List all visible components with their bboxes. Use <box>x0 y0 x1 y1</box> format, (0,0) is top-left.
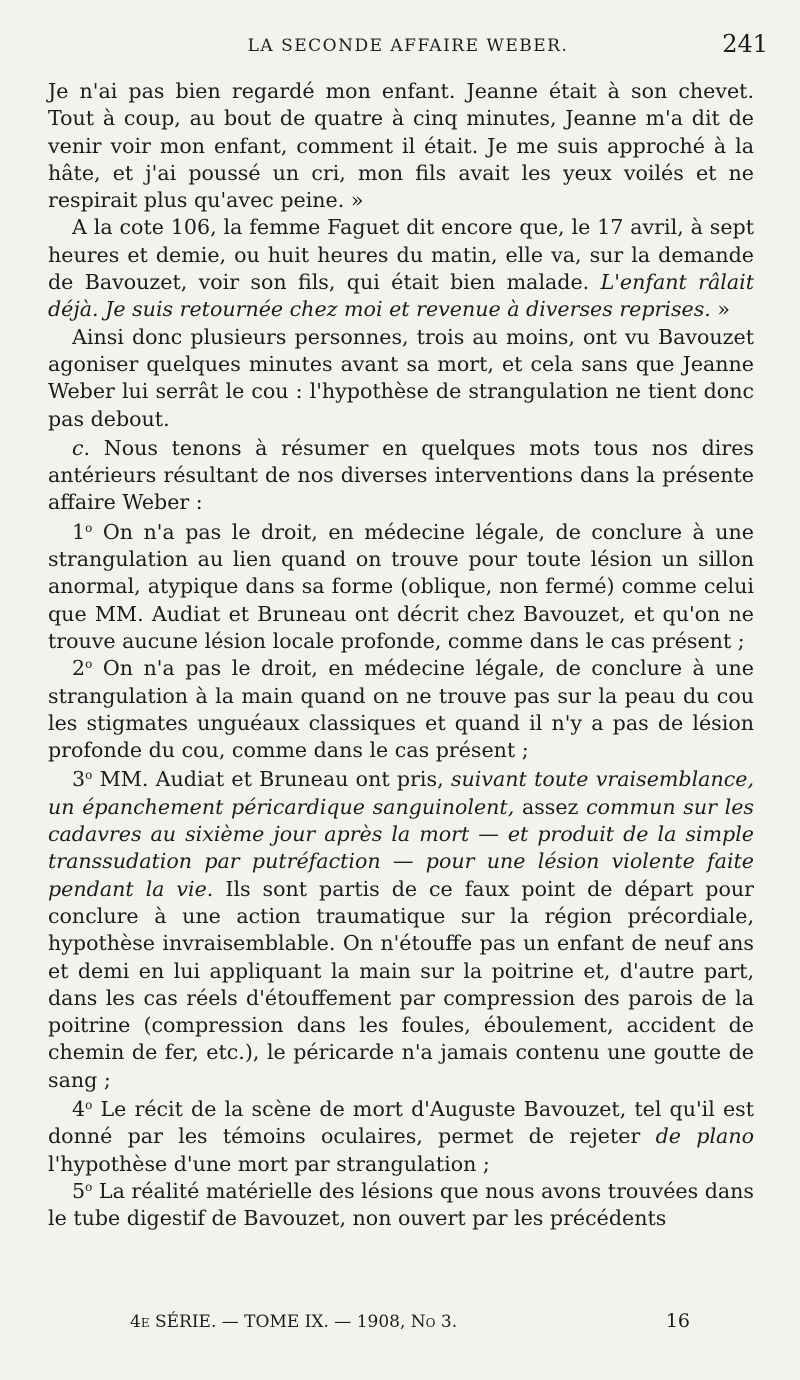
list-item-5-number: 5 <box>72 1178 86 1203</box>
page-number: 241 <box>722 30 768 58</box>
paragraph-4-label: c. <box>72 435 91 460</box>
list-item-5-ordinal: o <box>85 1179 93 1194</box>
list-item-2 <box>48 655 754 764</box>
paragraph-2-text: A la cote 106, la femme Faguet dit encore que, le 17 avril, à sept heures et demie, ou huit heures du matin, elle va, sur la demande de Bavouzet, voir son fils, qui était bien malade. <box>48 215 754 295</box>
list-item-4-italic: de plano <box>655 1124 754 1149</box>
page-footer <box>130 1310 690 1340</box>
paragraph-1-text: Je n'ai pas bien regardé mon enfant. Jeanne était à son chevet. Tout à coup, au bout de quatre à cinq minutes, Jeanne m'a dit de venir voir mon enfant, comment il était. Je me suis approché à la hâte, et j'ai poussé un cri, mon fils avait les yeux voilés et ne respirait plus qu'avec peine. » <box>48 79 754 213</box>
list-item-2-number: 2 <box>72 656 86 681</box>
paragraph-2-end: » <box>710 297 731 322</box>
list-item-4-text-a: Le récit de la scène de mort d'Auguste Bavouzet, tel qu'il est donné par les témoins oculaires, permet de rejeter <box>48 1096 755 1149</box>
list-item-4-number: 4 <box>72 1096 86 1121</box>
list-item-4-ordinal: o <box>85 1097 93 1112</box>
list-item-3-italic-a: suivant toute vraisemblance, un épanchement péricardique sanguinolent, <box>48 767 754 819</box>
list-item-3-text-a: MM. Audiat et Bruneau ont pris, <box>99 767 444 792</box>
running-title: LA SECONDE AFFAIRE WEBER. <box>247 36 569 56</box>
list-item-3-ordinal: o <box>85 768 93 783</box>
list-item-3 <box>48 766 754 1094</box>
list-item-1-text: On n'a pas le droit, en médecine légale, de conclure à une strangulation au lien quand on trouve pour toute lésion un sillon anormal, atypique dans sa forme (oblique, non fermé) comme celui que MM. Audiat et Bruneau ont décrit chez Bavouzet, et qu'on ne trouve aucune lésion locale profonde, comme dans le cas présent ; <box>48 519 754 653</box>
paragraph-2-quote: L'enfant râlait déjà. Je suis retournée chez moi et revenue à diverses reprises. <box>48 270 754 322</box>
list-item-3-italic-b: commun sur les cadavres au sixième jour après la mort — et produit de la simple transsudation par putréfaction — pour une lésion violente faite pendant la vie. <box>48 794 754 901</box>
list-item-3-number: 3 <box>72 767 86 792</box>
paragraph-2 <box>48 214 754 323</box>
signature-mark: 4e SÉRIE. — TOME IX. — 1908, No 3. <box>130 1312 458 1332</box>
paragraph-4-text: Nous tenons à résumer en quelques mots tous nos dires antérieurs résultant de nos diverses interventions dans la présente affaire Weber : <box>48 435 754 515</box>
list-item-3-text-b: assez <box>521 794 579 819</box>
paragraph-1 <box>48 78 754 214</box>
paragraph-3-text: Ainsi donc plusieurs personnes, trois au moins, ont vu Bavouzet agoniser quelques minutes avant sa mort, et cela sans que Jeanne Weber lui serrât le cou : l'hypothèse de strangulation ne tient donc pas debout. <box>48 324 754 431</box>
sheet-number: 16 <box>665 1310 690 1332</box>
list-item-5 <box>48 1178 754 1233</box>
page-header <box>48 30 768 66</box>
list-item-4 <box>48 1096 754 1178</box>
paragraph-4 <box>48 435 754 517</box>
list-item-2-text: On n'a pas le droit, en médecine légale, de conclure à une strangulation à la main quand on ne trouve pas sur la peau du cou les stigmates unguéaux classiques et quand il n'y a pas de lésion profonde du cou, comme dans le cas présent ; <box>48 656 754 763</box>
list-item-2-ordinal: o <box>85 657 93 672</box>
paragraph-3 <box>48 324 754 433</box>
list-item-1-number: 1 <box>72 519 86 544</box>
list-item-1-ordinal: o <box>85 520 93 535</box>
list-item-5-text: La réalité matérielle des lésions que nous avons trouvées dans le tube digestif de Bavouzet, non ouvert par les précédents <box>48 1178 754 1231</box>
list-item-4-text-b: l'hypothèse d'une mort par strangulation ; <box>48 1151 490 1176</box>
list-item-1 <box>48 519 754 655</box>
list-item-3-text-c: Ils sont partis de ce faux point de départ pour conclure à une action traumatique sur la région précordiale, hypothèse invraisemblable. On n'étouffe pas un enfant de neuf ans et demi en lui appliquant la main sur la poitrine et, d'autre part, dans les cas réels d'étouffement par compression des parois de la poitrine (compression dans les foules, éboulement, accident de chemin de fer, etc.), le péricarde n'a jamais contenu une goutte de sang ; <box>48 876 754 1092</box>
body-text <box>48 78 754 1232</box>
